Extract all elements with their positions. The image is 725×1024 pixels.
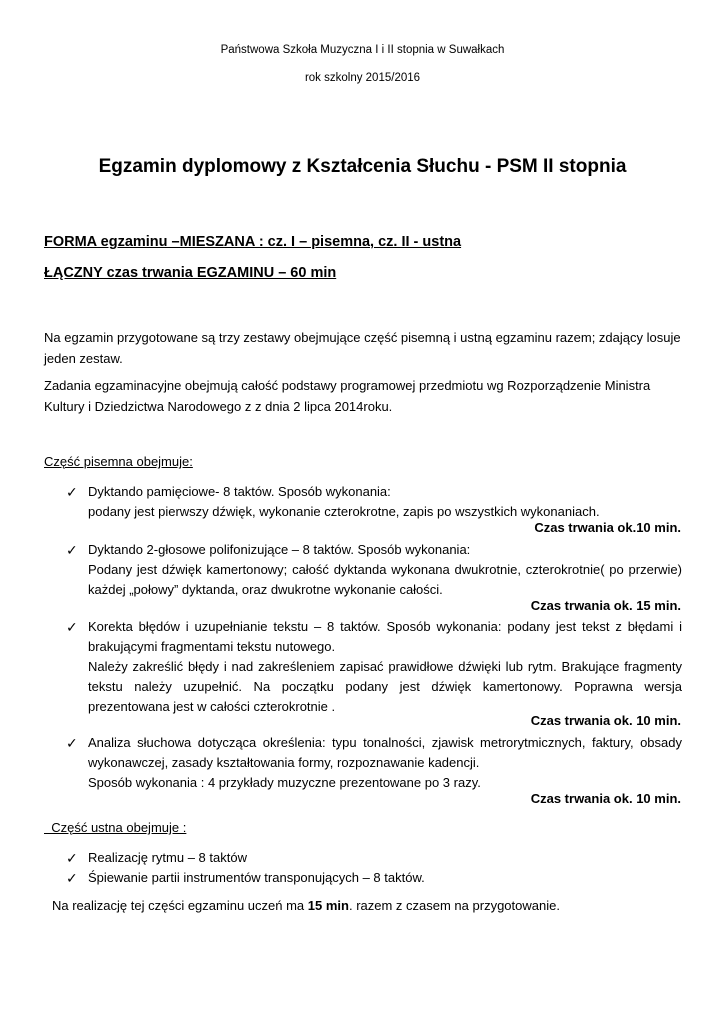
written-item-1-line-2: podany jest pierwszy dźwięk, wykonanie czterokrotne, zapis po wszystkich wykonaniach. xyxy=(88,504,600,519)
written-item-4-line-1: Analiza słuchowa dotycząca określenia: typu tonalności, zjawisk metrorytmicznych, faktury, obsady wykonawczej, zasady kształtowania formy, rozpoznawanie kadencji. xyxy=(88,735,682,770)
school-name: Państwowa Szkoła Muzyczna I i II stopnia w Suwałkach xyxy=(220,44,505,56)
oral-part-heading xyxy=(44,820,186,835)
written-item-1-duration: Czas trwania ok.10 min. xyxy=(534,520,681,535)
exam-time-line: ŁĄCZNY czas trwania EGZAMINU – 60 min xyxy=(44,265,337,281)
written-item-3 xyxy=(66,617,682,717)
document-title: Egzamin dyplomowy z Kształcenia Słuchu - PSM II stopnia xyxy=(98,156,627,177)
oral-item-1 xyxy=(66,848,682,868)
written-item-1-line-1: Dyktando pamięciowe- 8 taktów. Sposób wykonania: xyxy=(88,484,391,499)
checkmark-icon: ✓ xyxy=(66,850,78,866)
written-part-heading: Część pisemna obejmuje: xyxy=(44,454,193,469)
written-item-3-line-2: Należy zakreślić błędy i nad zakreśleniem zapisać prawidłowe dźwięki lub rytm. Brakujące fragmenty tekstu należy uzupełnić. Na początku podany jest dźwięk kamertonowy. Poprawna wersja prezentowana jest w całości czterokrotnie . xyxy=(88,659,682,714)
written-item-2-line-2: Podany jest dźwięk kamertonowy; całość dyktanda wykonana dwukrotnie, czterokrotnie( po przerwie) każdej „połowy” dyktanda, oraz dwukrotne wykonanie całości. xyxy=(88,562,682,597)
oral-item-2-text: Śpiewanie partii instrumentów transponujących – 8 taktów. xyxy=(88,870,425,885)
oral-time-note xyxy=(52,898,560,913)
checkmark-icon: ✓ xyxy=(66,484,78,500)
checkmark-icon: ✓ xyxy=(66,619,78,635)
written-item-2-line-1: Dyktando 2-głosowe polifonizujące – 8 taktów. Sposób wykonania: xyxy=(88,542,471,557)
intro-paragraph-2: Zadania egzaminacyjne obejmują całość podstawy programowej przedmiotu wg Rozporządzenie Ministra Kultury i Dziedzictwa Narodowego z z dnia 2 lipca 2014roku. xyxy=(44,378,651,414)
oral-item-2 xyxy=(66,868,682,888)
written-item-3-duration: Czas trwania ok. 10 min. xyxy=(530,713,681,728)
checkmark-icon: ✓ xyxy=(66,735,78,751)
written-item-2-duration: Czas trwania ok. 15 min. xyxy=(530,598,681,613)
school-year: rok szkolny 2015/2016 xyxy=(304,72,421,84)
oral-time-note-before: Na realizację tej części egzaminu uczeń ma xyxy=(52,898,308,913)
written-item-3-line-1: Korekta błędów i uzupełnianie tekstu – 8 taktów. Sposób wykonania: podany jest tekst z błędami i brakującymi fragmentami tekstu nutowego. xyxy=(88,619,682,654)
oral-part-heading-text: Część ustna obejmuje : xyxy=(44,820,187,835)
written-item-2 xyxy=(66,540,682,600)
exam-form-line: FORMA egzaminu –MIESZANA : cz. I – pisemna, cz. II - ustna xyxy=(44,234,462,250)
oral-time-note-bold: 15 min xyxy=(307,898,349,913)
oral-time-note-after: . razem z czasem na przygotowanie. xyxy=(348,898,560,913)
written-item-1 xyxy=(66,482,682,522)
intro-paragraph-1: Na egzamin przygotowane są trzy zestawy obejmujące część pisemną i ustną egzaminu razem; zdający losuje jeden zestaw. xyxy=(44,330,681,366)
written-item-4-line-2: Sposób wykonania : 4 przykłady muzyczne prezentowane po 3 razy. xyxy=(88,775,481,790)
oral-item-1-text: Realizację rytmu – 8 taktów xyxy=(88,850,247,865)
written-item-4-duration: Czas trwania ok. 10 min. xyxy=(530,791,681,806)
checkmark-icon: ✓ xyxy=(66,870,78,886)
written-item-4 xyxy=(66,733,682,793)
checkmark-icon: ✓ xyxy=(66,542,78,558)
